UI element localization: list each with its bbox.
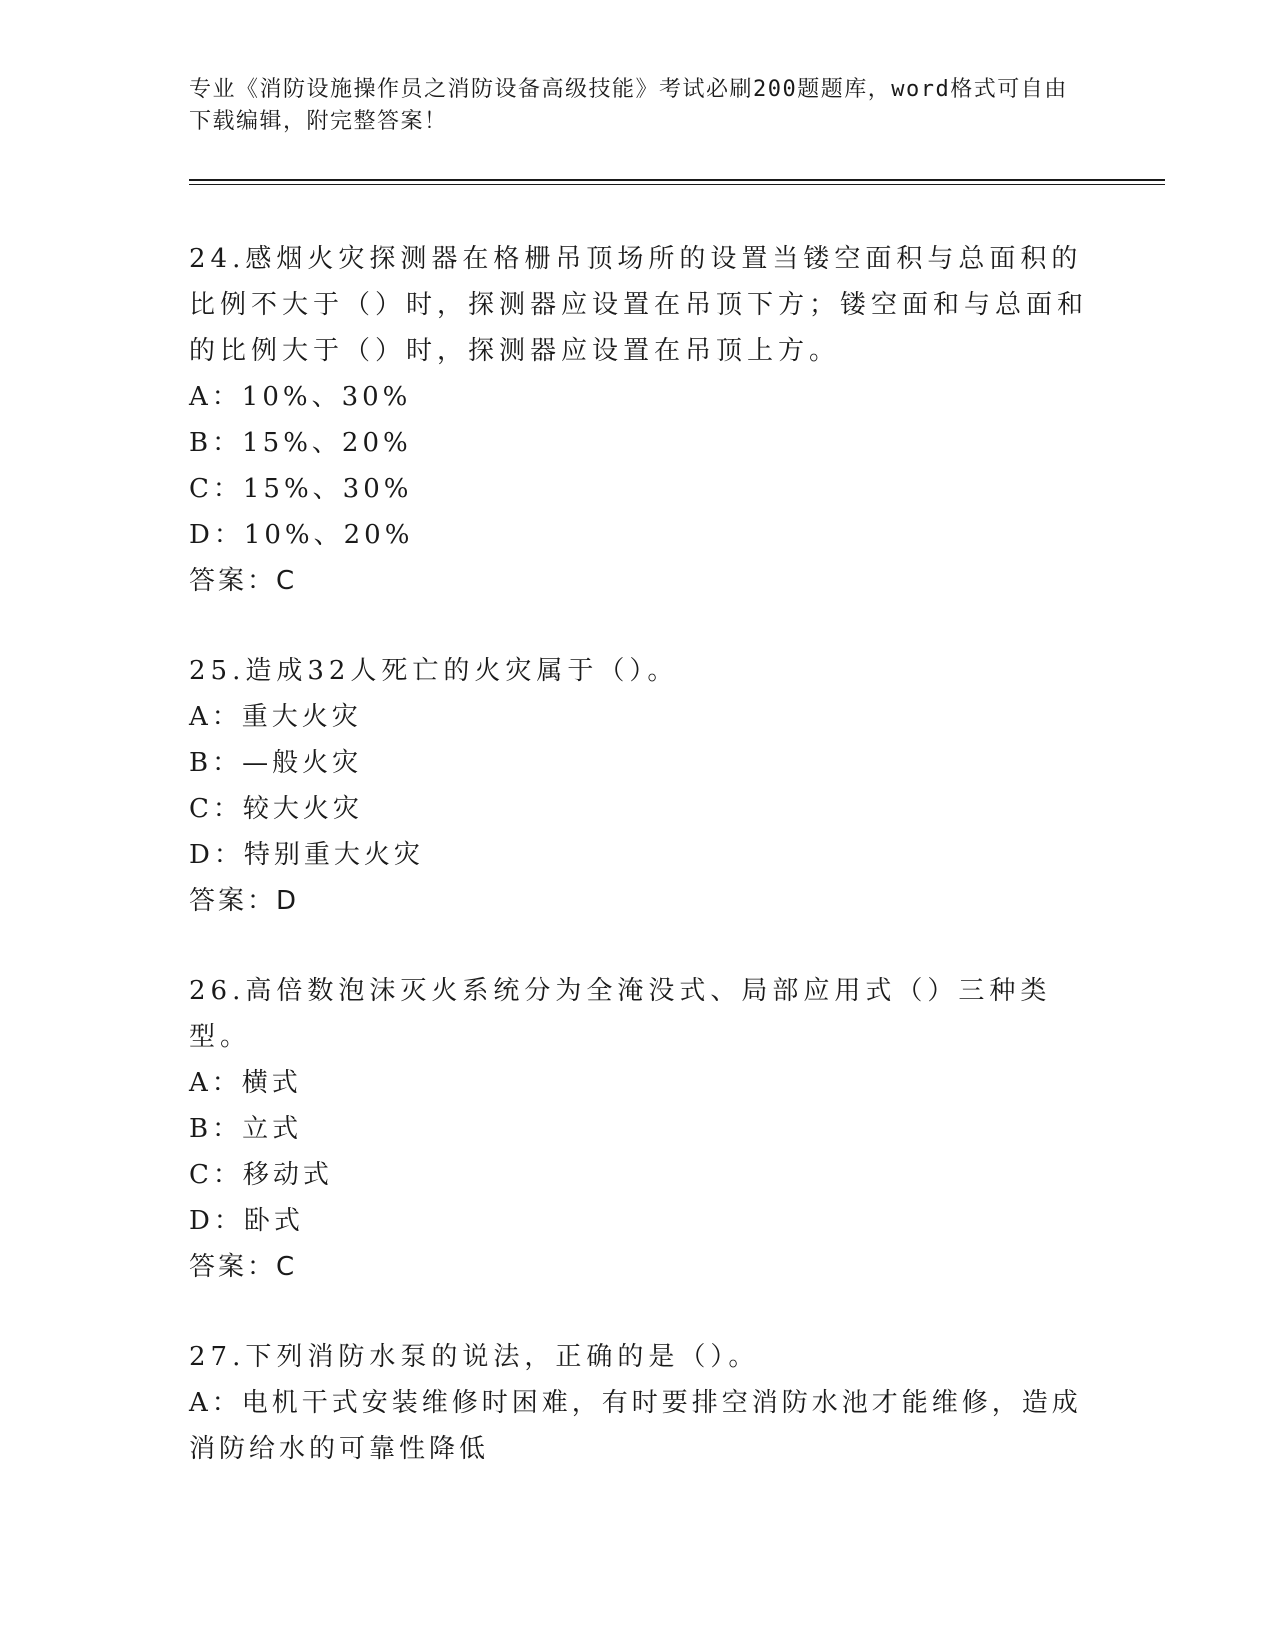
question-25: [189, 648, 1089, 924]
option-a: A：重大火灾: [189, 702, 362, 732]
answer-line: 答案：C: [189, 1252, 298, 1282]
header-divider: [189, 179, 1165, 181]
option-c: C：移动式: [189, 1160, 333, 1190]
question-stem: 25.造成32人死亡的火灾属于（）。: [189, 656, 679, 686]
option-a: A：电机干式安装维修时困难，有时要排空消防水池才能维修，造成消防给水的可靠性降低: [189, 1388, 1082, 1464]
question-27: [189, 1334, 1089, 1472]
option-d: D：特别重大火灾: [189, 840, 424, 870]
question-stem: 27.下列消防水泵的说法，正确的是（）。: [189, 1342, 760, 1372]
question-26: [189, 968, 1089, 1290]
question-stem: 24.感烟火灾探测器在格栅吊顶场所的设置当镂空面积与总面积的比例不大于（）时，探测器应设置在吊顶下方；镂空面和与总面和的比例大于（）时，探测器应设置在吊顶上方。: [189, 244, 1089, 366]
header-text: 专业《消防设施操作员之消防设备高级技能》考试必刷200题题库，word格式可自由下载编辑，附完整答案！: [189, 77, 1068, 134]
question-list: [189, 236, 1089, 1516]
option-c: C：较大火灾: [189, 794, 363, 824]
question-24: [189, 236, 1089, 604]
option-b: B：—般火灾: [189, 748, 363, 778]
question-stem: 26.高倍数泡沫灭火系统分为全淹没式、局部应用式（）三种类型。: [189, 976, 1052, 1052]
option-d: D：10%、20%: [189, 520, 414, 550]
option-d: D：卧式: [189, 1206, 304, 1236]
option-b: B：立式: [189, 1114, 303, 1144]
option-a: A：横式: [189, 1068, 302, 1098]
option-b: B：15%、20%: [189, 428, 412, 458]
option-c: C：15%、30%: [189, 474, 413, 504]
option-a: A：10%、30%: [189, 382, 412, 412]
answer-line: 答案：C: [189, 566, 298, 596]
page-header: [189, 74, 1089, 138]
answer-line: 答案：D: [189, 886, 300, 916]
